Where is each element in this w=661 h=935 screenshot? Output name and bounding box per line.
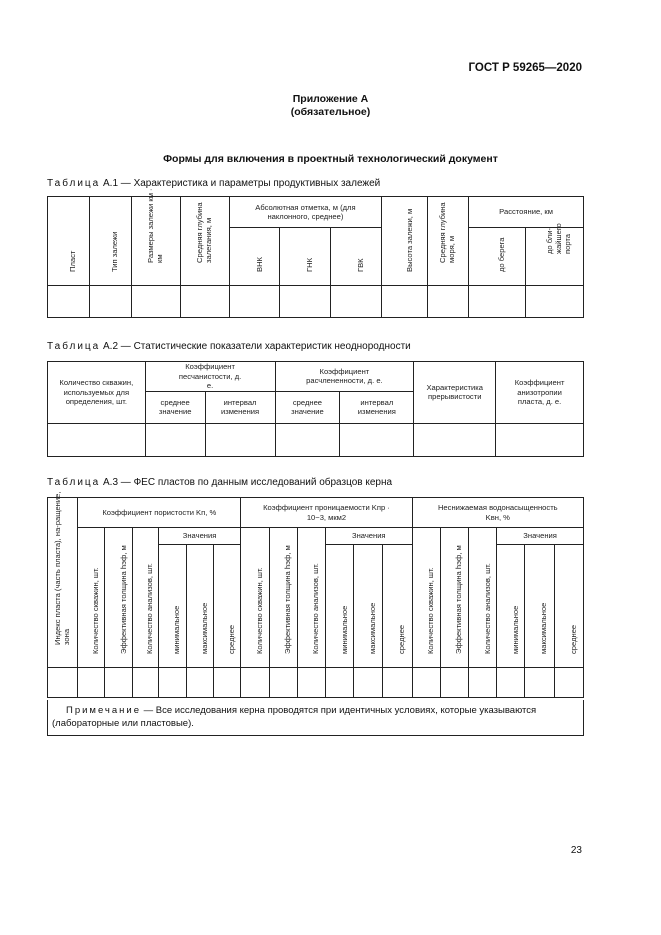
t1-col-gvk: ГВК [331,228,382,286]
t1-empty-row [48,286,584,318]
appendix-heading [0,93,661,119]
t1-col-type: Тип залежи [89,197,131,286]
t3-perm-analyses: Количество анализов, шт. [297,528,325,668]
t3-sat-analyses: Количество анализов, шт. [468,528,496,668]
t1-col-sea-depth: Средняя глубина моря, м [428,197,469,286]
t3-col-poro: Коэффициент пористости Kп, % [78,498,241,528]
t1-col-size: Размеры залежи км · км [131,197,180,286]
t3-sat-avg: среднее [554,545,583,668]
t2-col-split: Коэффициент расчлененности, д. е. [275,362,414,392]
t3-poro-min: минимальное [158,545,186,668]
t3-poro-values: Значения [158,528,241,545]
t2-empty-row [48,423,584,456]
t3-sat-max: максимальное [525,545,554,668]
t2-col-sand-mean: среднее значение [145,391,205,423]
table3-caption [47,477,392,488]
t1-col-gnk: ГНК [280,228,331,286]
t3-perm-min: минимальное [325,545,353,668]
t1-col-shore: до берега [469,228,526,286]
t3-sat-thick: Эффективная толщина hэф, м [440,528,468,668]
page-number: 23 [570,845,582,856]
table1-caption-prefix: Таблица [47,178,101,189]
t3-perm-wells: Количество скважин, шт. [241,528,269,668]
t3-poro-wells: Количество скважин, шт. [78,528,105,668]
t2-col-split-int: интервал изменения [340,391,414,423]
t2-col-wells: Количество скважин, используемых для определения, шт. [48,362,146,424]
t3-poro-avg: среднее [214,545,241,668]
t3-perm-avg: среднее [383,545,412,668]
t1-col-dist-group: Расстояние, км [469,197,584,228]
t3-poro-max: максимальное [186,545,213,668]
t1-col-plast: Пласт [48,197,90,286]
t2-col-sand: Коэффициент песчанистости, д. е. [145,362,275,392]
t3-sat-wells: Количество скважин, шт. [412,528,440,668]
t1-col-depth: Средняя глубина залегания, м [180,197,229,286]
t3-col-perm: Коэффициент проницаемости Kпр · 10−3, мкм2 [241,498,412,528]
t2-col-disc: Характеристика прерывистости [414,362,496,424]
table2-caption [47,341,411,352]
table3-caption-text: А.3 — ФЕС пластов по данным исследований образцов керна [103,477,393,488]
doc-code: ГОСТ Р 59265—2020 [468,62,582,74]
t2-col-sand-int: интервал изменения [205,391,275,423]
t1-col-vnk: ВНК [229,228,280,286]
note-text: — Все исследования керна проводятся при идентичных условиях, которые указываются (лабораторные или пластовые). [52,705,537,729]
t3-empty-row [48,668,584,698]
t3-poro-analyses: Количество анализов, шт. [132,528,158,668]
table1-caption [47,178,380,189]
t3-col-index: Индекс пласта (часть пласта), на-ращение, зона [48,498,78,668]
t3-sat-min: минимальное [497,545,525,668]
t2-col-split-mean: среднее значение [275,391,340,423]
forms-title: Формы для включения в проектный технологический документ [163,153,498,165]
appendix-title: Приложение А [292,93,369,105]
t2-col-aniso: Коэффициент анизотропии пласта, д. е. [496,362,584,424]
table2-caption-prefix: Таблица [47,341,101,352]
t3-perm-values: Значения [325,528,412,545]
note-prefix: Примечание [66,705,141,716]
t3-sat-values: Значения [497,528,584,545]
table3 [47,491,584,698]
t3-perm-max: максимальное [354,545,383,668]
t3-poro-thick: Эффективная толщина hэф, м [105,528,132,668]
appendix-subtitle: (обязательное) [290,106,371,118]
t3-perm-thick: Эффективная толщина hэф, м [269,528,297,668]
table1 [47,188,584,318]
table3-note [47,700,584,736]
t1-col-abs-group: Абсолютная отметка, м (для наклонного, среднее) [229,197,382,228]
t1-col-port: до бли-жайшего порта [526,228,584,286]
t1-col-height: Высота залежи, м [382,197,428,286]
table2 [47,361,584,457]
table1-caption-text: А.1 — Характеристика и параметры продуктивных залежей [103,178,381,189]
table3-caption-prefix: Таблица [47,477,101,488]
table2-caption-text: А.2 — Статистические показатели характеристик неоднородности [103,341,411,352]
t3-col-sat: Неснижаемая водонасыщенность Kвн, % [412,498,583,528]
